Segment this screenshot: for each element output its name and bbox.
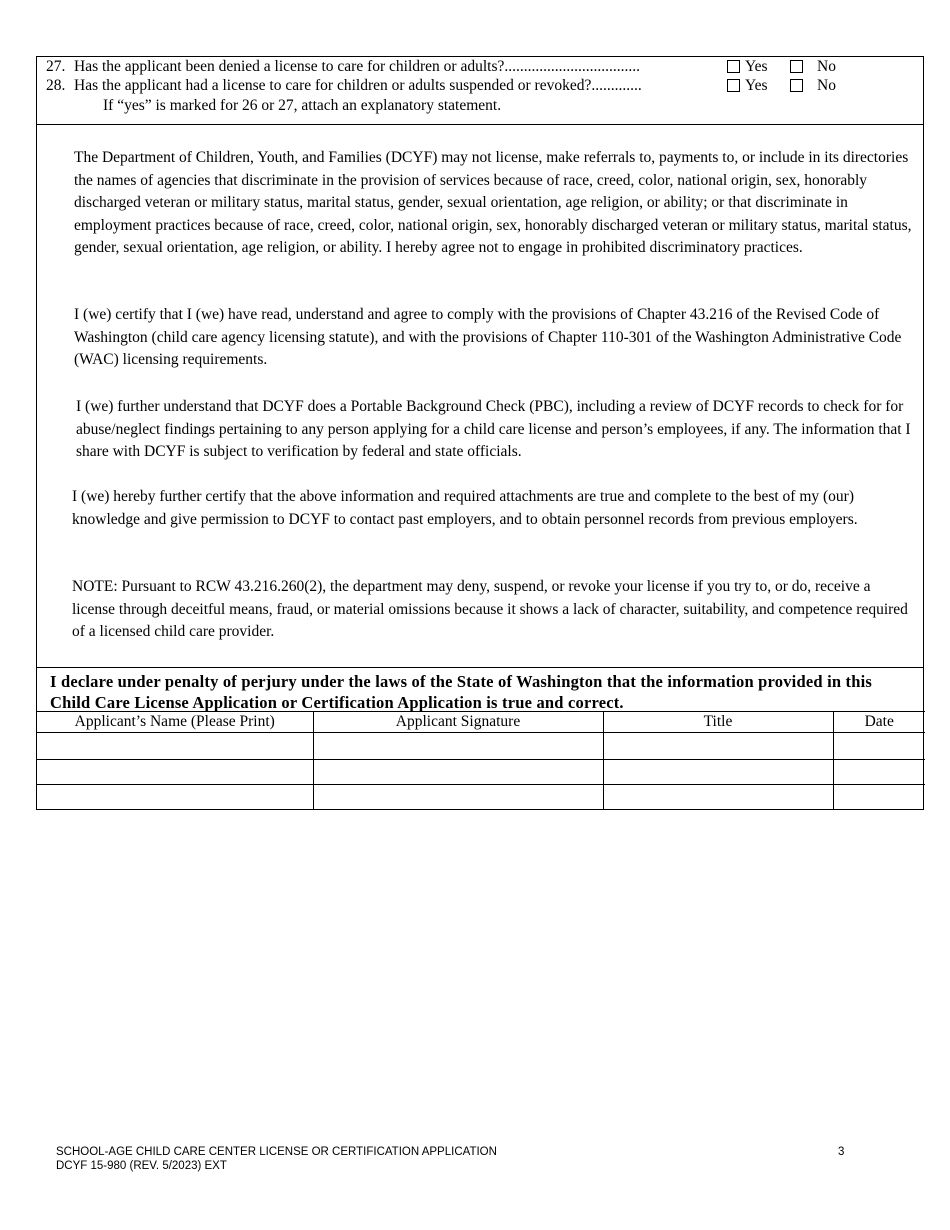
header-applicant-signature: Applicant Signature [313, 712, 603, 733]
date-field[interactable] [833, 785, 925, 810]
no-label: No [817, 58, 836, 75]
form-title: SCHOOL-AGE CHILD CARE CENTER LICENSE OR CERTIFICATION APPLICATION [56, 1146, 497, 1158]
signature-table [37, 711, 925, 809]
no-checkbox[interactable] [790, 79, 803, 92]
yes-label: Yes [745, 77, 768, 94]
title-field[interactable] [603, 785, 833, 810]
background-check-statement: I (we) further understand that DCYF does a Portable Background Check (PBC), including a review of DCYF records to check for for abuse/neglect findings pertaining to any person applying for a child care license and person’s employees, if any. The information that I share with DCYF is subject to verification by federal and state officials. [76, 398, 911, 461]
question-note: If “yes” is marked for 26 or 27, attach an explanatory statement. [103, 97, 502, 114]
yes-checkbox[interactable] [727, 60, 740, 73]
header-title: Title [603, 712, 833, 733]
yes-checkbox[interactable] [727, 79, 740, 92]
compliance-certification: I (we) certify that I (we) have read, understand and agree to comply with the provisions of Chapter 43.216 of the Revised Code of Washington (child care agency licensing statute), and with the provisions of Chapter 110-301 of the Washington Administrative Code (WAC) licensing requirements. [74, 306, 902, 369]
no-checkbox[interactable] [790, 60, 803, 73]
table-row [37, 785, 925, 810]
date-field[interactable] [833, 760, 925, 785]
fraud-note: NOTE: Pursuant to RCW 43.216.260(2), the department may deny, suspend, or revoke your license if you try to, or do, receive a license through deceitful means, fraud, or material omissions because it shows a lack of character, suitability, and competence required of a licensed child care provider. [72, 578, 908, 641]
title-field[interactable] [603, 733, 833, 760]
question-number: 27. [46, 58, 66, 75]
question-text: Has the applicant been denied a license to care for children or adults?................................... [74, 58, 640, 75]
no-label: No [817, 77, 836, 94]
question-number: 28. [46, 77, 66, 94]
application-form [36, 56, 924, 810]
applicant-signature-field[interactable] [313, 760, 603, 785]
question-text: Has the applicant had a license to care for children or adults suspended or revoked?............. [74, 77, 642, 94]
title-field[interactable] [603, 760, 833, 785]
table-row [37, 733, 925, 760]
yes-label: Yes [745, 58, 768, 75]
page-footer [56, 1145, 497, 1173]
page-number: 3 [838, 1146, 845, 1158]
perjury-declaration: I declare under penalty of perjury under the laws of the State of Washington that the information provided in this Child Care License Application or Certification Application is true and correct. [50, 672, 873, 712]
date-field[interactable] [833, 733, 925, 760]
information-certification: I (we) hereby further certify that the above information and required attachments are true and complete to the best of my (our) knowledge and give permission to DCYF to contact past employers, and to obtain personnel records from previous employers. [72, 488, 858, 528]
applicant-signature-field[interactable] [313, 785, 603, 810]
applicant-signature-field[interactable] [313, 733, 603, 760]
header-applicant-name: Applicant’s Name (Please Print) [37, 712, 313, 733]
form-number: DCYF 15-980 (REV. 5/2023) EXT [56, 1160, 227, 1172]
applicant-name-field[interactable] [37, 733, 313, 760]
nondiscrimination-statement: The Department of Children, Youth, and Families (DCYF) may not license, make referrals to, payments to, or include in its directories the names of agencies that discriminate in the provision of services because of race, creed, color, national origin, sex, honorably discharged veteran or military status, marital status, gender, sexual orientation, age religion, or ability; or that discriminate in employment practices because of race, creed, color, national origin, sex, honorably discharged veteran or military status, marital status, gender, sexual orientation, age religion, or ability. I hereby agree not to engage in prohibited discriminatory practices. [74, 149, 912, 257]
question-28 [46, 77, 836, 95]
certification-statements [37, 125, 923, 668]
question-27 [46, 58, 836, 76]
header-date: Date [833, 712, 925, 733]
applicant-name-field[interactable] [37, 785, 313, 810]
applicant-name-field[interactable] [37, 760, 313, 785]
license-history-questions [37, 57, 923, 125]
table-row [37, 760, 925, 785]
